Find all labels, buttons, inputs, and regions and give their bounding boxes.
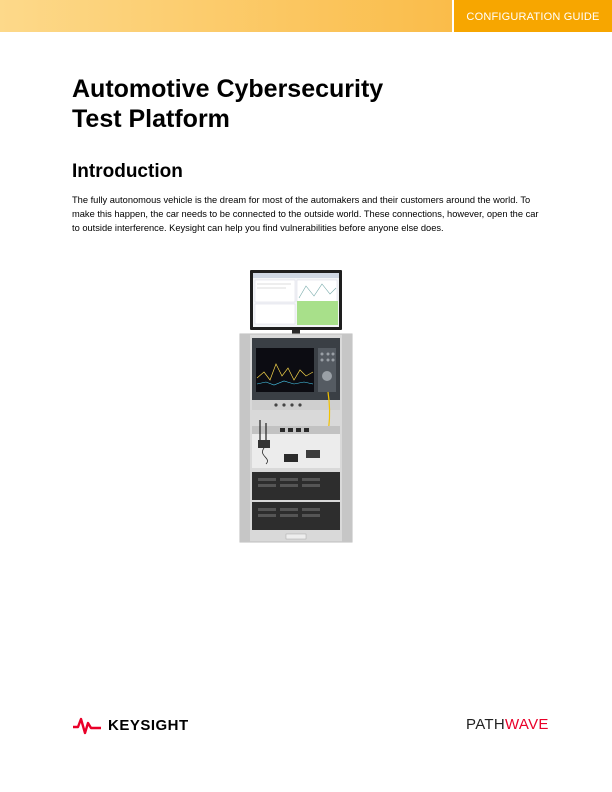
document-type-label: CONFIGURATION GUIDE [452, 0, 612, 32]
title-line-1: Automotive Cybersecurity [72, 75, 384, 103]
pathwave-wordmark-part2: WAVE [504, 716, 549, 733]
section-heading: Introduction [72, 161, 183, 182]
title-line-2: Test Platform [72, 105, 230, 133]
keysight-wave-icon [72, 715, 102, 735]
pathwave-logo [466, 716, 549, 733]
pathwave-wordmark-part1: PATH [466, 716, 505, 733]
keysight-wordmark: KEYSIGHT [108, 716, 189, 734]
test-rack-photo [236, 268, 356, 548]
page-title [72, 74, 383, 134]
intro-paragraph: The fully autonomous vehicle is the dream for most of the automakers and their customers around the world. To make this happen, the car needs to be connected to the outside world. These connections, however, open the car to outside interference. Keysight can help you find vulnerabilities before anyone else does. [72, 195, 539, 233]
keysight-logo [72, 713, 202, 737]
